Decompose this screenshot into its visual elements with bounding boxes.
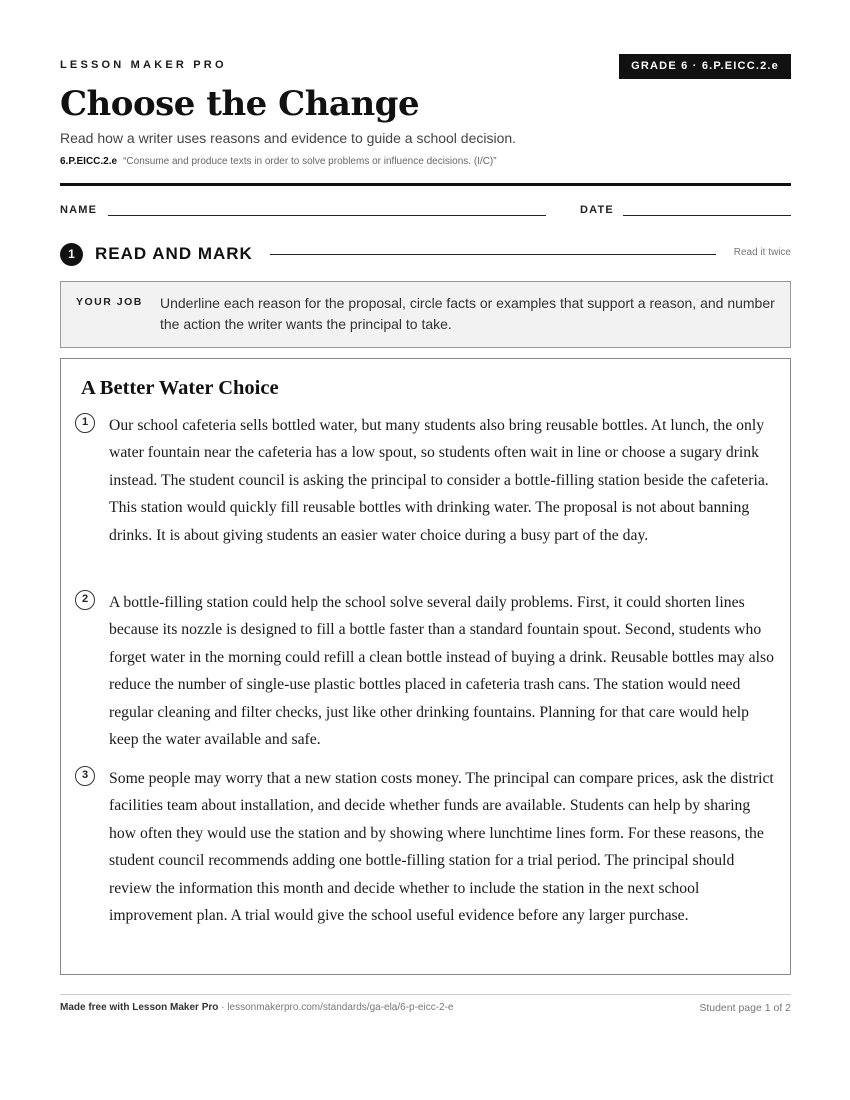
page-subtitle: Read how a writer uses reasons and evidence to guide a school decision. — [60, 130, 517, 146]
date-field[interactable] — [623, 215, 791, 216]
header-divider — [60, 183, 791, 186]
section-note: Read it twice — [733, 247, 791, 258]
section-number-badge: 1 — [60, 243, 83, 266]
brand-name: LESSON MAKER PRO — [60, 59, 227, 71]
paragraph-1: Our school cafeteria sells bottled water, but many students also bring reusable bottles. At lunch, the only water fountain near the cafeteria has a low spout, so students often wait in line or choose a sugary drink instead. The student council is asking the principal to consider a bottle-filling station beside the cafeteria. This station would quickly fill reusable bottles with drinking water. The proposal is not about banning drinks. It is about giving students an easier water choice during a busy part of the day. — [109, 417, 769, 544]
reading-passage — [60, 358, 791, 975]
footer-divider — [60, 994, 791, 995]
job-label: YOUR JOB — [76, 296, 143, 308]
footer-separator: · — [218, 1002, 228, 1013]
section-header — [60, 243, 791, 265]
name-label: NAME — [60, 204, 98, 216]
page-title: Choose the Change — [60, 84, 420, 124]
footer-credit — [60, 1002, 454, 1013]
standard-text: “Consume and produce texts in order to solve problems or influence decisions. (I/C)” — [123, 156, 497, 167]
job-instructions: Underline each reason for the proposal, circle facts or examples that support a reason, and number the action the writer wants the principal to take. — [160, 295, 775, 332]
paragraph-3: Some people may worry that a new station costs money. The principal can compare prices, ask the district facilities team about installation, and decide whether funds are available. Students can help by sharing how often they would use the station and by showing where lunchtime lines form. For these reasons, the student council recommends adding one bottle-filling station for a trial period. The principal should review the information this month and decide whether to include the station in the next school improvement plan. A trial would give the school useful evidence before any larger purchase. — [109, 770, 774, 925]
date-label: DATE — [580, 204, 614, 216]
grade-badge: GRADE 6 · 6.P.EICC.2.e — [619, 54, 791, 79]
your-job-box — [60, 281, 791, 348]
page-indicator: Student page 1 of 2 — [699, 1002, 791, 1014]
name-field[interactable] — [108, 215, 546, 216]
paragraph-2: A bottle-filling station could help the school solve several daily problems. First, it could shorten lines because its nozzle is designed to fill a bottle faster than a standard fountain spout. Second, students who forget water in the morning could refill a clean bottle instead of buying a drink. Reusable bottles may also reduce the number of single-use plastic bottles placed in cafeteria trash cans. The station would need regular cleaning and filter checks, just like other drinking fountains. Planning for that care would help keep the water available and safe. — [109, 594, 774, 749]
section-rule — [270, 254, 716, 255]
paragraph-number-1: 1 — [75, 413, 95, 433]
passage-title: A Better Water Choice — [81, 377, 279, 399]
paragraph-number-3: 3 — [75, 766, 95, 786]
footer-made-with: Made free with Lesson Maker Pro — [60, 1002, 219, 1013]
worksheet-page — [60, 0, 791, 1100]
footer-url[interactable]: lessonmakerpro.com/standards/ga-ela/6-p-eicc-2-e — [227, 1002, 454, 1013]
standard-line — [60, 156, 497, 167]
standard-code: 6.P.EICC.2.e — [60, 156, 118, 167]
section-title: READ AND MARK — [95, 244, 253, 263]
paragraph-number-2: 2 — [75, 590, 95, 610]
